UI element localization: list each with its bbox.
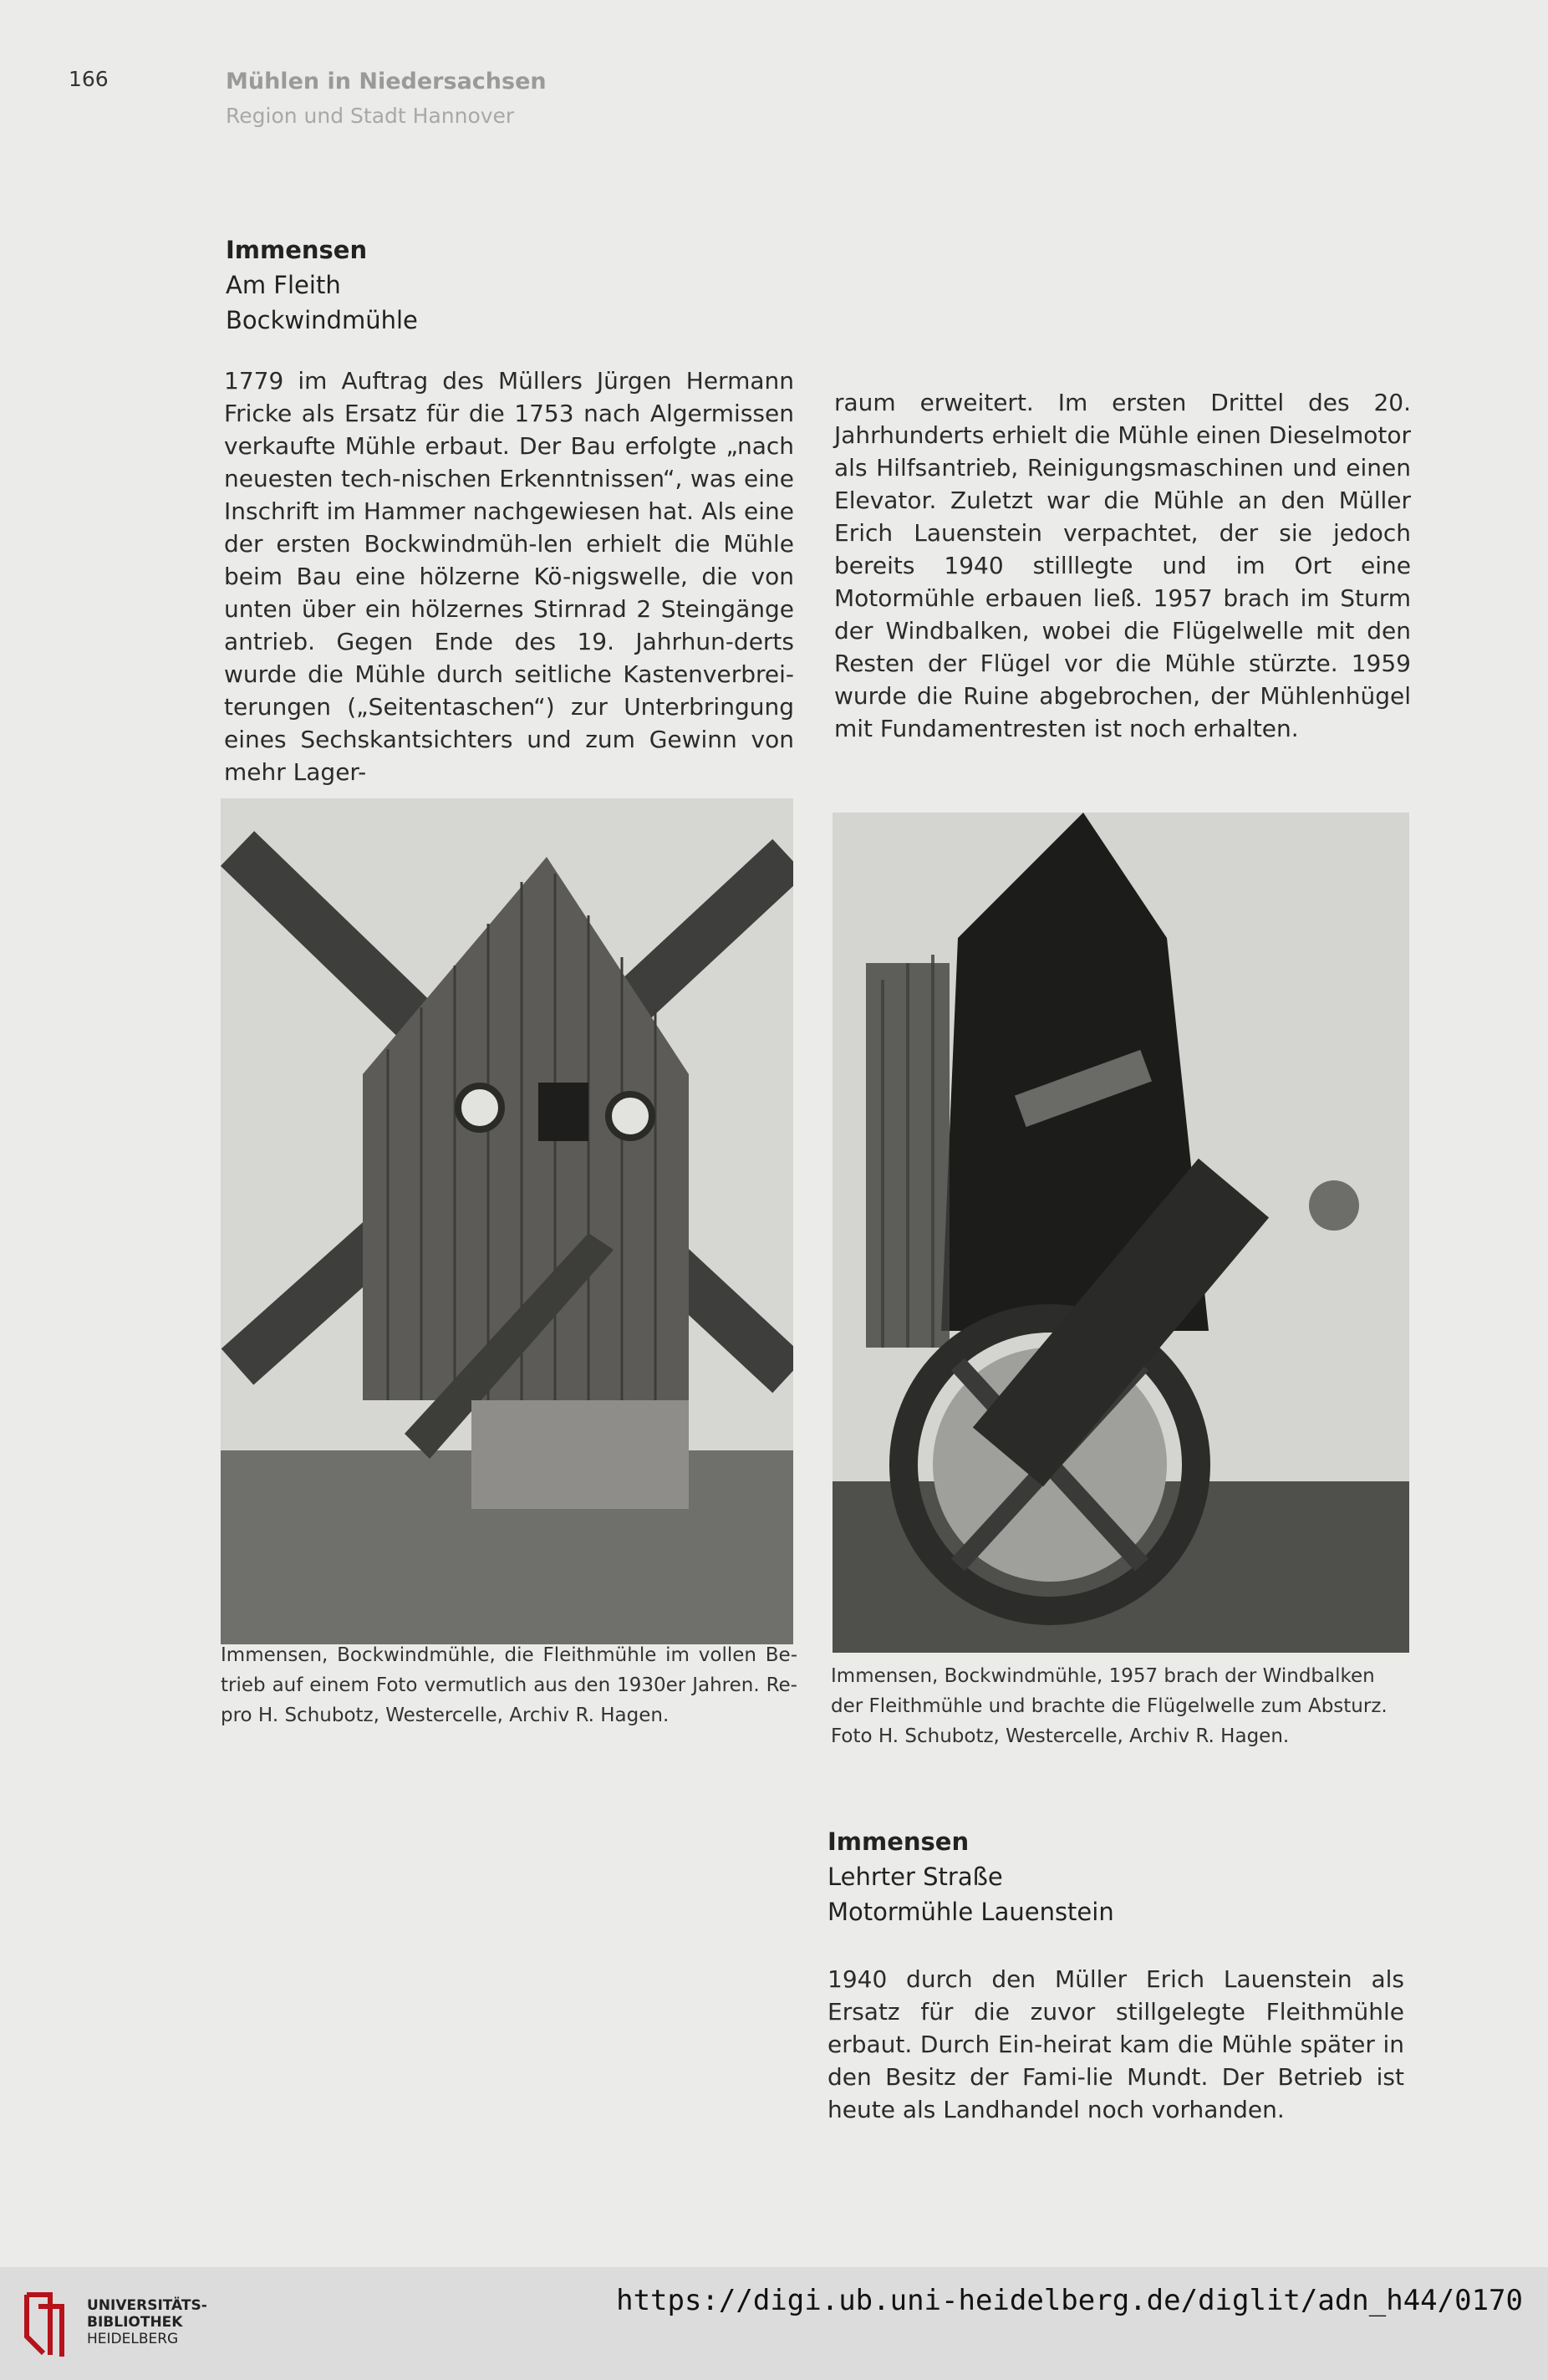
running-title: Mühlen in Niedersachsen	[226, 69, 547, 94]
entry-heading-lauenstein	[827, 1824, 1114, 1929]
source-url-link[interactable]: https://digi.ub.uni-heidelberg.de/diglit/adn_h44/0170	[616, 2284, 1523, 2317]
university-library-logo-icon	[20, 2286, 75, 2362]
entry-type: Bockwindmühle	[226, 306, 418, 334]
entry-street: Am Fleith	[226, 271, 341, 299]
windmill-illustration	[221, 798, 793, 1644]
library-name	[87, 2297, 207, 2347]
library-line-2: BIBLIOTHEK	[87, 2314, 183, 2331]
ruin-illustration	[833, 813, 1409, 1653]
entry-street: Lehrter Straße	[827, 1863, 1003, 1891]
entry-type: Motormühle Lauenstein	[827, 1898, 1114, 1926]
entry-heading-fleith	[226, 232, 418, 338]
caption-left-photo: Immensen, Bockwindmühle, die Fleithmühle im vollen Be-trieb auf einem Foto vermutlich aus den 1930er Jahren. Re-pro H. Schubotz, Westercelle, Archiv R. Hagen.	[221, 1644, 797, 1726]
photo-windmill-collapsed	[833, 813, 1409, 1653]
body-text-col1: 1779 im Auftrag des Müllers Jürgen Hermann Fricke als Ersatz für die 1753 nach Algermissen verkaufte Mühle erbaut. Der Bau erfolgte „nach neuesten tech-nischen Erkenntnissen“, was eine Inschrift im Hammer nachgewiesen hat. Als eine der ersten Bockwindmüh-len erhielt die Mühle beim Bau eine hölzerne Kö-nigswelle, die von unten über ein hölzernes Stirnrad 2 Steingänge antrieb. Gegen Ende des 19. Jahrhun-derts wurde die Mühle durch seitliche Kastenverbrei-terungen („Seitentaschen“) zur Unterbringung eines Sechskantsichters und zum Gewinn von mehr Lager-	[224, 367, 794, 786]
running-subtitle: Region und Stadt Hannover	[226, 104, 515, 128]
library-line-3: HEIDELBERG	[87, 2331, 179, 2347]
body-text-lauenstein: 1940 durch den Müller Erich Lauenstein als Ersatz für die zuvor stillgelegte Fleithmühle erbaut. Durch Ein-heirat kam die Mühle später in den Besitz der Fami-lie Mundt. Der Betrieb ist heute als Landhandel noch vorhanden.	[827, 1965, 1404, 2123]
page-number: 166	[69, 67, 109, 91]
library-line-1: UNIVERSITÄTS-	[87, 2297, 207, 2314]
body-text-col2: raum erweitert. Im ersten Drittel des 20. Jahrhunderts erhielt die Mühle einen Dieselmotor als Hilfsantrieb, Reinigungsmaschinen und einen Elevator. Zuletzt war die Mühle an den Müller Erich Lauenstein verpachtet, der sie jedoch bereits 1940 stilllegte und im Ort eine Motormühle erbauen ließ. 1957 brach im Sturm der Windbalken, wobei die Flügelwelle mit den Resten der Flügel vor die Mühle stürzte. 1959 wurde die Ruine abgebrochen, der Mühlenhügel mit Fundamentresten ist noch erhalten.	[834, 389, 1411, 742]
entry-place: Immensen	[226, 236, 368, 264]
photo-windmill-operating	[221, 798, 793, 1644]
caption-right-photo: Immensen, Bockwindmühle, 1957 brach der Windbalken der Fleithmühle und brachte die Flügelwelle zum Absturz. Foto H. Schubotz, Westercelle, Archiv R. Hagen.	[831, 1665, 1388, 1747]
entry-place: Immensen	[827, 1827, 970, 1856]
